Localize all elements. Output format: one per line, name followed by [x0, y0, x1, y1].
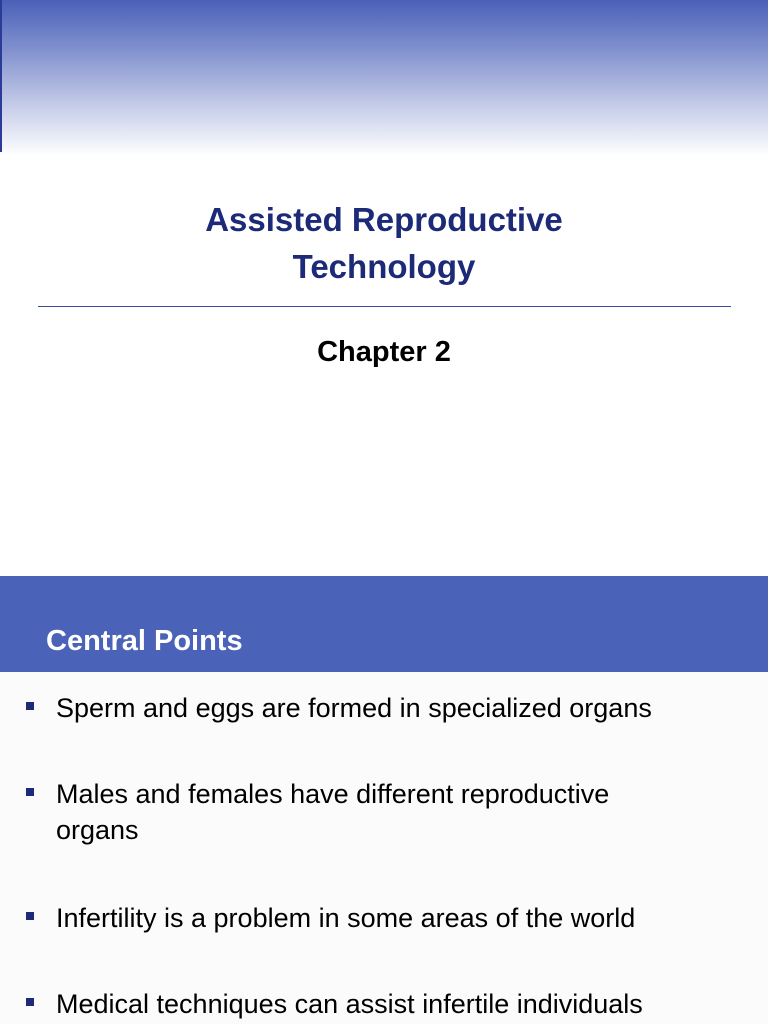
bullet-item — [26, 776, 726, 848]
header-gradient-band — [0, 0, 768, 156]
bullet-text: Males and females have different reproductive organs — [56, 779, 610, 845]
bullet-text: Infertility is a problem in some areas of the world — [56, 903, 636, 933]
slide-subtitle: Chapter 2 — [317, 336, 451, 368]
bullet-item — [26, 690, 726, 726]
bullet-item — [26, 900, 726, 936]
square-bullet-icon — [26, 702, 34, 710]
bullet-text: Medical techniques can assist infertile individuals — [56, 989, 643, 1019]
slide-title — [0, 196, 768, 290]
left-edge-accent — [0, 0, 2, 152]
bullet-item — [26, 986, 726, 1022]
square-bullet-icon — [26, 788, 34, 796]
square-bullet-icon — [26, 912, 34, 920]
content-slide — [0, 576, 768, 1024]
content-slide-title: Central Points — [46, 625, 243, 657]
content-slide-header — [0, 576, 768, 672]
title-divider — [38, 306, 731, 307]
square-bullet-icon — [26, 998, 34, 1006]
slide-title-line-1: Assisted Reproductive — [205, 201, 563, 238]
bullet-text: Sperm and eggs are formed in specialized organs — [56, 693, 652, 723]
slide-title-line-2: Technology — [292, 248, 476, 285]
